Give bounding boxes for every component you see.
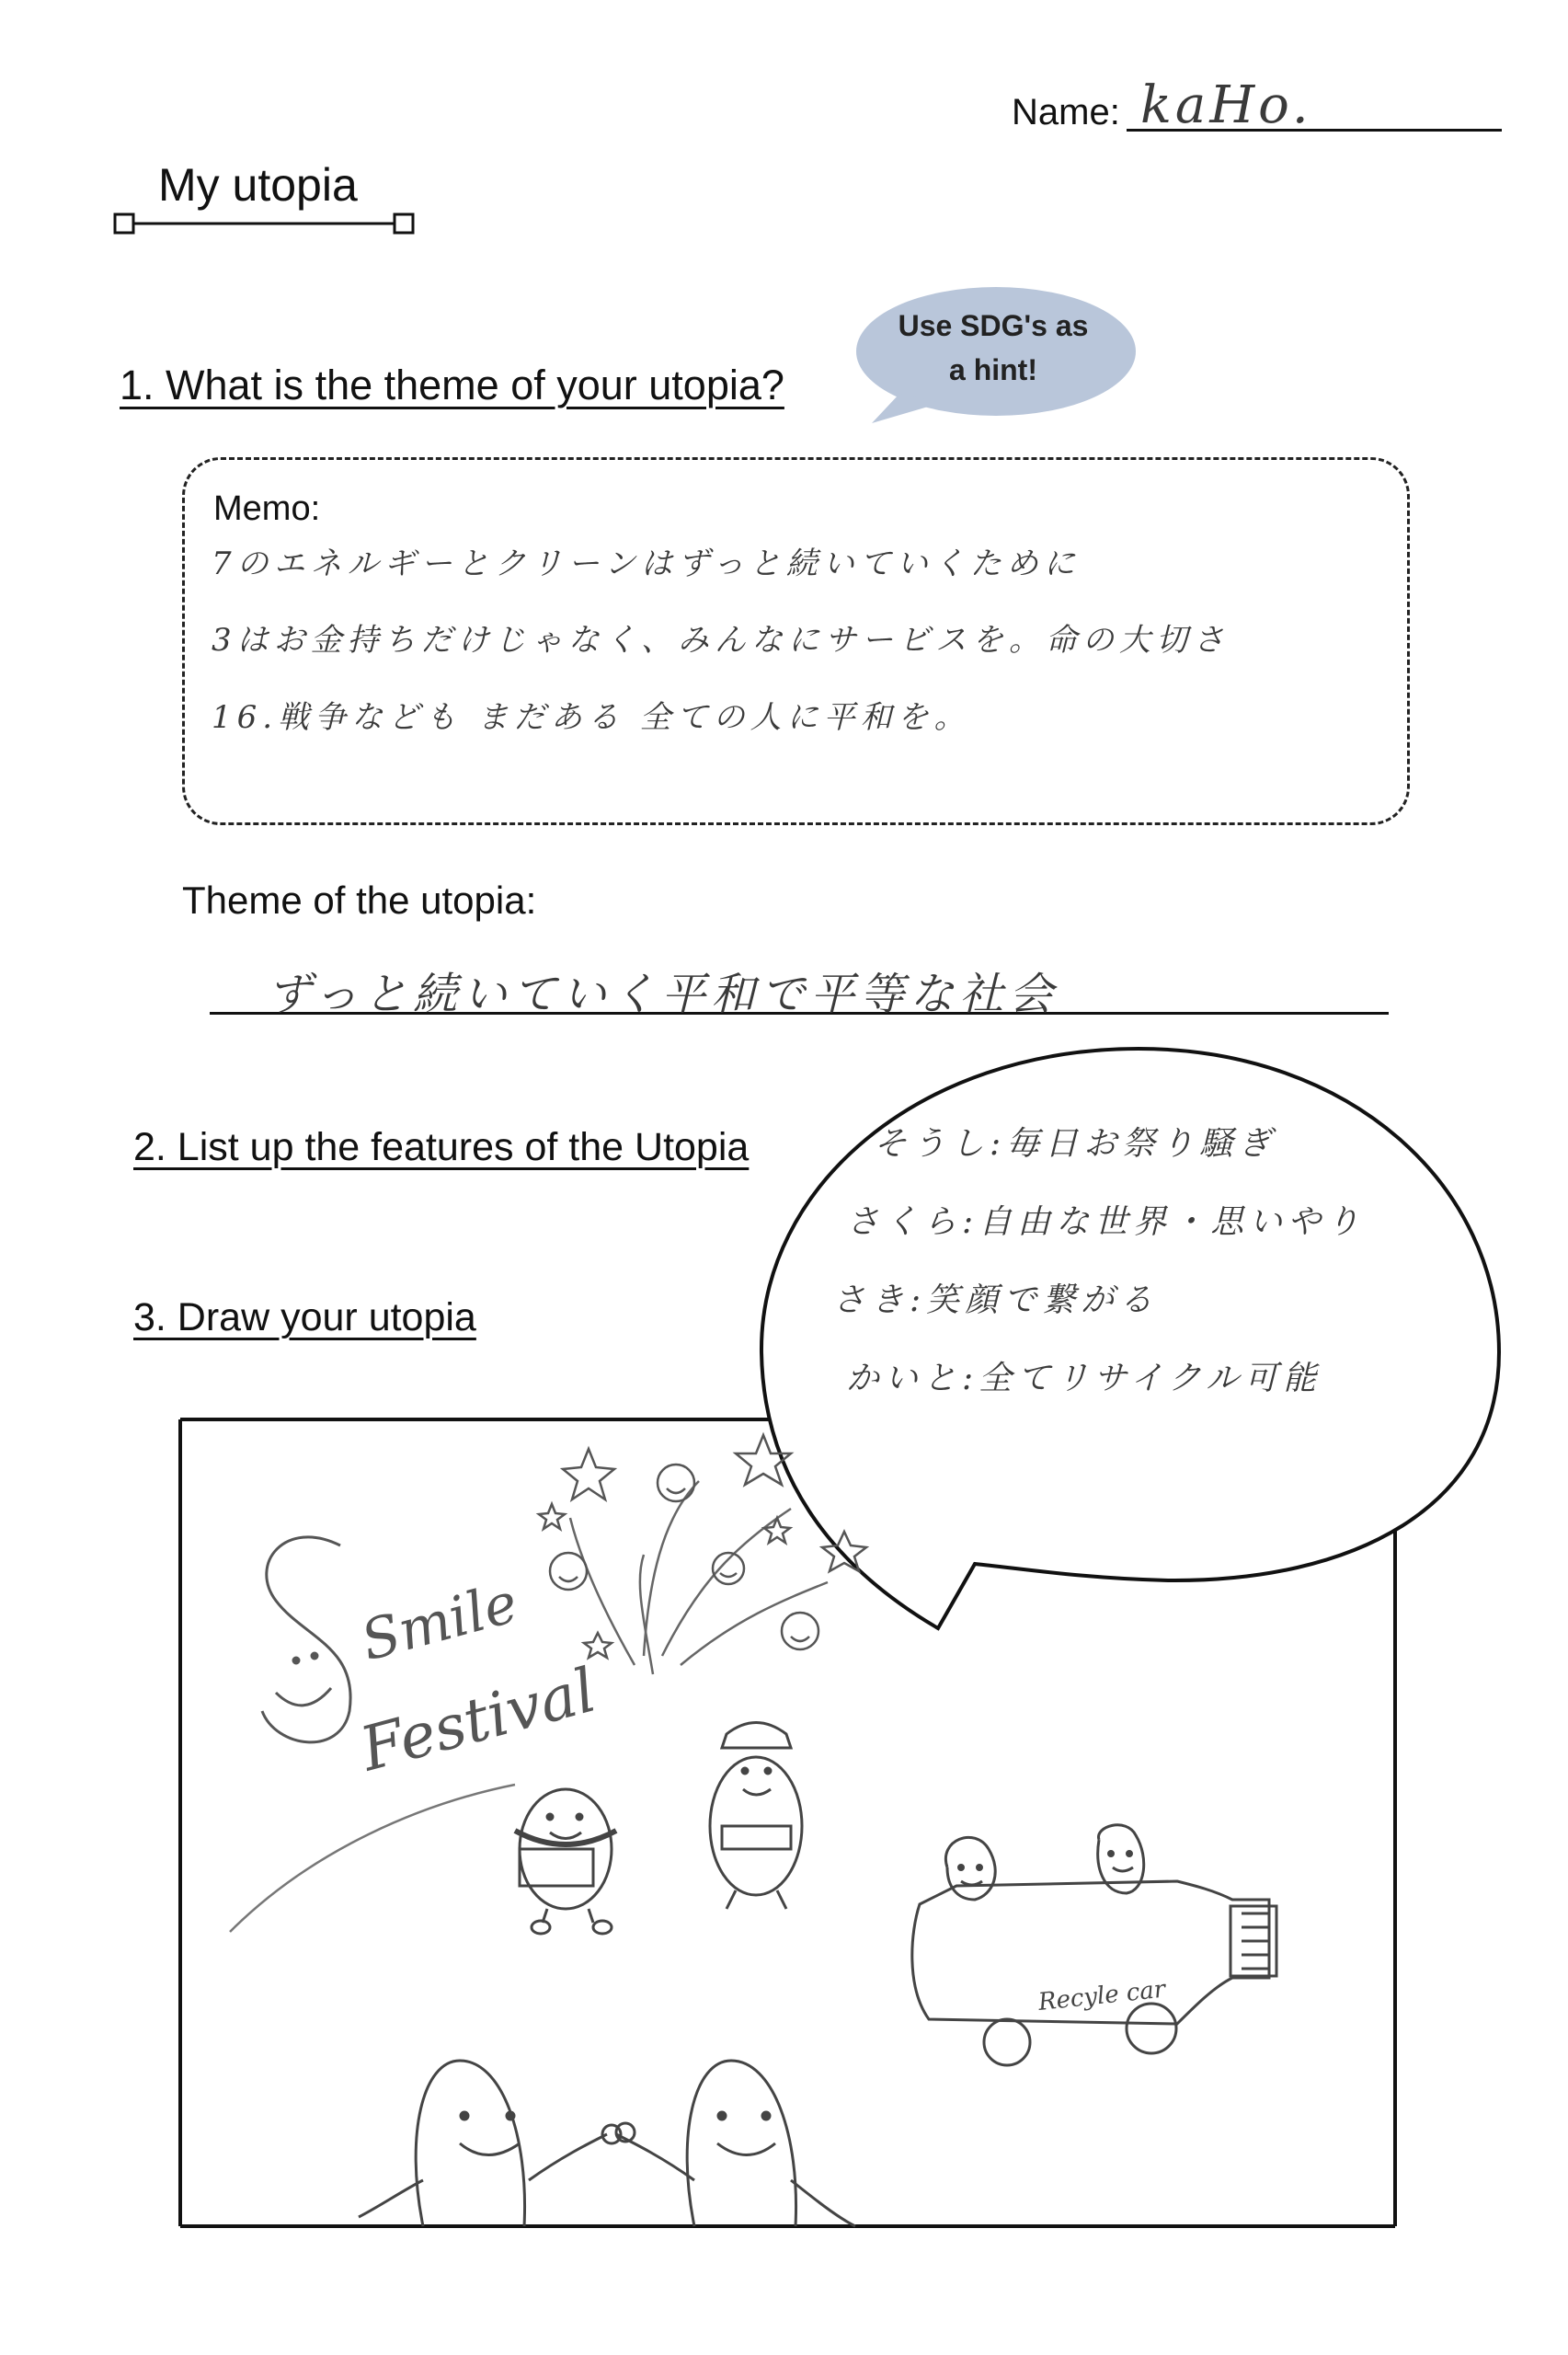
theme-label: Theme of the utopia: xyxy=(182,879,537,922)
memo-line: 16.戦争なども まだある 全ての人に平和を。 xyxy=(212,699,971,736)
feature-item: そうし:毎日お祭り騒ぎ xyxy=(874,1125,1277,1163)
hint-text: Use SDG's as a hint! xyxy=(898,309,1089,386)
festival-word: Festival xyxy=(353,1654,603,1786)
smiley-sky-sketch xyxy=(550,1465,818,1649)
character-with-necklace xyxy=(515,1789,616,1934)
smile-word: Smile xyxy=(354,1570,524,1674)
theme-value: ずっと続いていく平和で平等な社会 xyxy=(267,969,1059,1020)
feature-item: さくら:自由な世界・思いやり xyxy=(846,1203,1366,1241)
recycle-car-sketch xyxy=(912,1825,1276,2065)
feature-item: さき:笑顔で繋がる xyxy=(832,1281,1159,1319)
smile-festival-lettering xyxy=(262,1537,350,1742)
ground-curve xyxy=(230,1785,515,1932)
name-label: Name: xyxy=(1012,92,1120,132)
feature-item: かいと:全てリサイクル可能 xyxy=(846,1360,1322,1397)
car-label: Recyle car xyxy=(1036,1975,1167,2016)
name-value: kaHo. xyxy=(1140,75,1312,135)
memo-line: 3はお金持ちだけじゃなく、みんなにサービスを。命の大切さ xyxy=(212,622,1230,659)
memo-label: Memo: xyxy=(213,489,321,528)
bottom-characters-sketch xyxy=(359,2061,855,2226)
character-with-hat xyxy=(710,1723,802,1910)
page-title: My utopia xyxy=(158,159,358,211)
question-2: 2. List up the features of the Utopia xyxy=(133,1125,750,1169)
question-1: 1. What is the theme of your utopia? xyxy=(120,362,784,408)
memo-line: 7のエネルギーとクリーンはずっと続いていくために xyxy=(212,546,1081,582)
question-3: 3. Draw your utopia xyxy=(133,1295,476,1339)
